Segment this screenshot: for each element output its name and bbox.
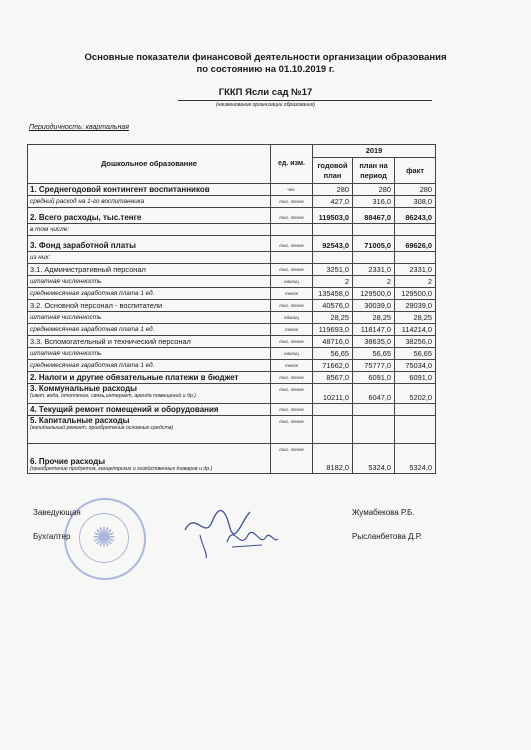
row-label: 1. Среднегодовой контингент воспитанников	[28, 184, 271, 196]
row-fact: 28,25	[395, 312, 436, 324]
head-label: Заведующая	[33, 508, 81, 517]
row-plan: 71662,0	[313, 360, 353, 372]
row-unit: тенге	[271, 288, 313, 300]
table-row	[28, 224, 436, 236]
row-label: из них:	[28, 252, 271, 264]
row-period: 38635,0	[353, 336, 395, 348]
organization-caption: (наименование организации образования)	[215, 102, 316, 108]
row-plan: 119503,0	[313, 208, 353, 224]
row-fact: 308,0	[395, 196, 436, 208]
row-plan: 28,25	[313, 312, 353, 324]
header-education: Дошкольное образование	[28, 145, 271, 184]
row-plan: 3251,0	[313, 264, 353, 276]
row-title: 6. Прочие расходы	[30, 457, 106, 466]
row-fact: 2331,0	[395, 264, 436, 276]
row-label: среднемесячная заработная плата 1 ед.	[28, 360, 271, 372]
row-plan	[313, 404, 353, 416]
row-subtitle: (приобретение продуктов, канцелярских и хозяйственных товаров и др.)	[30, 466, 213, 472]
header-fact: факт	[395, 158, 436, 184]
row-fact: 129500,0	[395, 288, 436, 300]
row-fact	[395, 224, 436, 236]
row-fact: 114214,0	[395, 324, 436, 336]
header-unit: ед. изм.	[271, 145, 313, 184]
row-period: 88467,0	[353, 208, 395, 224]
row-label: 3.1. Административный персонал	[28, 264, 271, 276]
table-row	[28, 336, 436, 348]
row-unit: тыс. тенге	[271, 236, 313, 252]
emblem-icon: ✺	[92, 522, 116, 553]
table-row	[28, 184, 436, 196]
row-fact: 75034,0	[395, 360, 436, 372]
row-label: штатная численность	[28, 276, 271, 288]
row-plan: 40576,0	[313, 300, 353, 312]
row-fact: 2	[395, 276, 436, 288]
table-row	[28, 324, 436, 336]
row-subtitle: (свет, вода, отопление, связь,интернет, аренда помещений и др.)	[30, 393, 196, 399]
row-label: 3.3. Вспомогательный и технический персонал	[28, 336, 271, 348]
table-row	[28, 196, 436, 208]
table-row	[28, 288, 436, 300]
row-unit: единиц	[271, 312, 313, 324]
row-label: 2. Налоги и другие обязательные платежи в бюджет	[28, 372, 271, 384]
row-fact: 56,65	[395, 348, 436, 360]
table-row	[28, 348, 436, 360]
row-fact: 69626,0	[395, 236, 436, 252]
row-label: 3. Фонд заработной платы	[28, 236, 271, 252]
row-label: 4. Текущий ремонт помещений и оборудования	[28, 404, 271, 416]
row-unit: тыс. тенге	[271, 372, 313, 384]
indicators-table	[27, 144, 436, 474]
periodicity-label: Периодичность: квартальная	[29, 124, 129, 131]
row-label: штатная численность	[28, 312, 271, 324]
row-fact	[395, 252, 436, 264]
row-fact	[395, 416, 436, 444]
row-unit: чел.	[271, 184, 313, 196]
table-row	[28, 208, 436, 224]
row-plan: 10211,0	[313, 384, 353, 404]
row-unit: тенге	[271, 324, 313, 336]
row-label: среднемесячная заработная плата 1 ед.	[28, 324, 271, 336]
table-row	[28, 300, 436, 312]
table-row	[28, 236, 436, 252]
row-plan: 2	[313, 276, 353, 288]
row-title: 3. Коммунальные расходы	[30, 384, 137, 393]
organization-underline	[178, 100, 432, 101]
table-row	[28, 312, 436, 324]
row-period: 75777,0	[353, 360, 395, 372]
row-unit: тыс. тенге	[271, 208, 313, 224]
row-unit: тыс. тенге	[271, 384, 313, 404]
row-unit: единиц	[271, 348, 313, 360]
row-period	[353, 404, 395, 416]
table-row	[28, 276, 436, 288]
accountant-name: Рысланбетова Д.Р.	[352, 532, 422, 541]
accountant-signature-icon	[222, 517, 282, 557]
row-title: 5. Капитальные расходы	[30, 416, 130, 425]
row-fact: 280	[395, 184, 436, 196]
row-plan: 280	[313, 184, 353, 196]
row-fact	[395, 404, 436, 416]
title-line-1: Основные показатели финансовой деятельности организации образования	[84, 52, 447, 63]
table-row-capital	[28, 416, 436, 444]
document-title	[0, 52, 531, 76]
row-subtitle: (капитальный ремонт, приобретение основных средств)	[30, 425, 174, 431]
row-unit: тыс. тенге	[271, 300, 313, 312]
row-period: 5324,0	[353, 444, 395, 474]
row-fact: 38256,0	[395, 336, 436, 348]
row-label: штатная численность	[28, 348, 271, 360]
row-plan	[313, 252, 353, 264]
row-plan	[313, 416, 353, 444]
table-row	[28, 264, 436, 276]
row-period: 6047,0	[353, 384, 395, 404]
row-period: 30039,0	[353, 300, 395, 312]
table-row-other	[28, 444, 436, 474]
row-period: 2331,0	[353, 264, 395, 276]
row-label	[28, 384, 271, 404]
row-plan: 56,65	[313, 348, 353, 360]
row-period: 129500,0	[353, 288, 395, 300]
row-label: в том числе:	[28, 224, 271, 236]
row-fact: 6091,0	[395, 372, 436, 384]
row-period	[353, 416, 395, 444]
header-annual-plan: годовой план	[313, 158, 353, 184]
row-unit: тыс. тенге	[271, 264, 313, 276]
header-year: 2019	[313, 145, 436, 158]
accountant-label: Бухгалтер	[33, 532, 71, 541]
row-fact: 5324,0	[395, 444, 436, 474]
table-body	[28, 184, 436, 384]
row-plan: 8567,0	[313, 372, 353, 384]
row-fact: 5202,0	[395, 384, 436, 404]
row-label: 2. Всего расходы, тыс.тенге	[28, 208, 271, 224]
row-unit: единиц	[271, 276, 313, 288]
row-unit: тыс. тенге	[271, 416, 313, 444]
row-plan: 427,0	[313, 196, 353, 208]
row-period: 71005,0	[353, 236, 395, 252]
title-line-2: по состоянию на 01.10.2019 г.	[196, 64, 335, 75]
row-unit	[271, 252, 313, 264]
row-period: 118147,0	[353, 324, 395, 336]
row-period: 2	[353, 276, 395, 288]
row-label: среднемесячная заработная плата 1 ед.	[28, 288, 271, 300]
row-period	[353, 224, 395, 236]
row-plan: 92543,0	[313, 236, 353, 252]
head-name: Жумабекова Р.Б.	[352, 508, 415, 517]
row-period: 280	[353, 184, 395, 196]
organization-name: ГККП Ясли сад №17	[218, 87, 313, 98]
row-unit: тыс. тенге	[271, 196, 313, 208]
row-plan: 48716,0	[313, 336, 353, 348]
header-period-plan: план на период	[353, 158, 395, 184]
row-period: 28,25	[353, 312, 395, 324]
row-unit: тенге	[271, 360, 313, 372]
row-label: средний расход на 1-го воспитанника	[28, 196, 271, 208]
row-unit	[271, 224, 313, 236]
table-row	[28, 252, 436, 264]
row-plan: 8182,0	[313, 444, 353, 474]
row-fact: 29039,0	[395, 300, 436, 312]
row-label	[28, 416, 271, 444]
row-fact: 86243,0	[395, 208, 436, 224]
table-row-communal	[28, 384, 436, 404]
table-row	[28, 360, 436, 372]
row-unit: тыс. тенге	[271, 444, 313, 474]
row-unit: тыс. тенге	[271, 336, 313, 348]
row-plan: 135458,0	[313, 288, 353, 300]
row-plan: 119693,0	[313, 324, 353, 336]
row-unit: тыс. тенге	[271, 404, 313, 416]
table-row-repair	[28, 404, 436, 416]
row-period: 6091,0	[353, 372, 395, 384]
row-plan	[313, 224, 353, 236]
row-period: 316,0	[353, 196, 395, 208]
row-label: 3.2. Основной персонал - воспитатели	[28, 300, 271, 312]
row-period	[353, 252, 395, 264]
row-period: 56,65	[353, 348, 395, 360]
table-row	[28, 372, 436, 384]
row-label	[28, 444, 271, 474]
